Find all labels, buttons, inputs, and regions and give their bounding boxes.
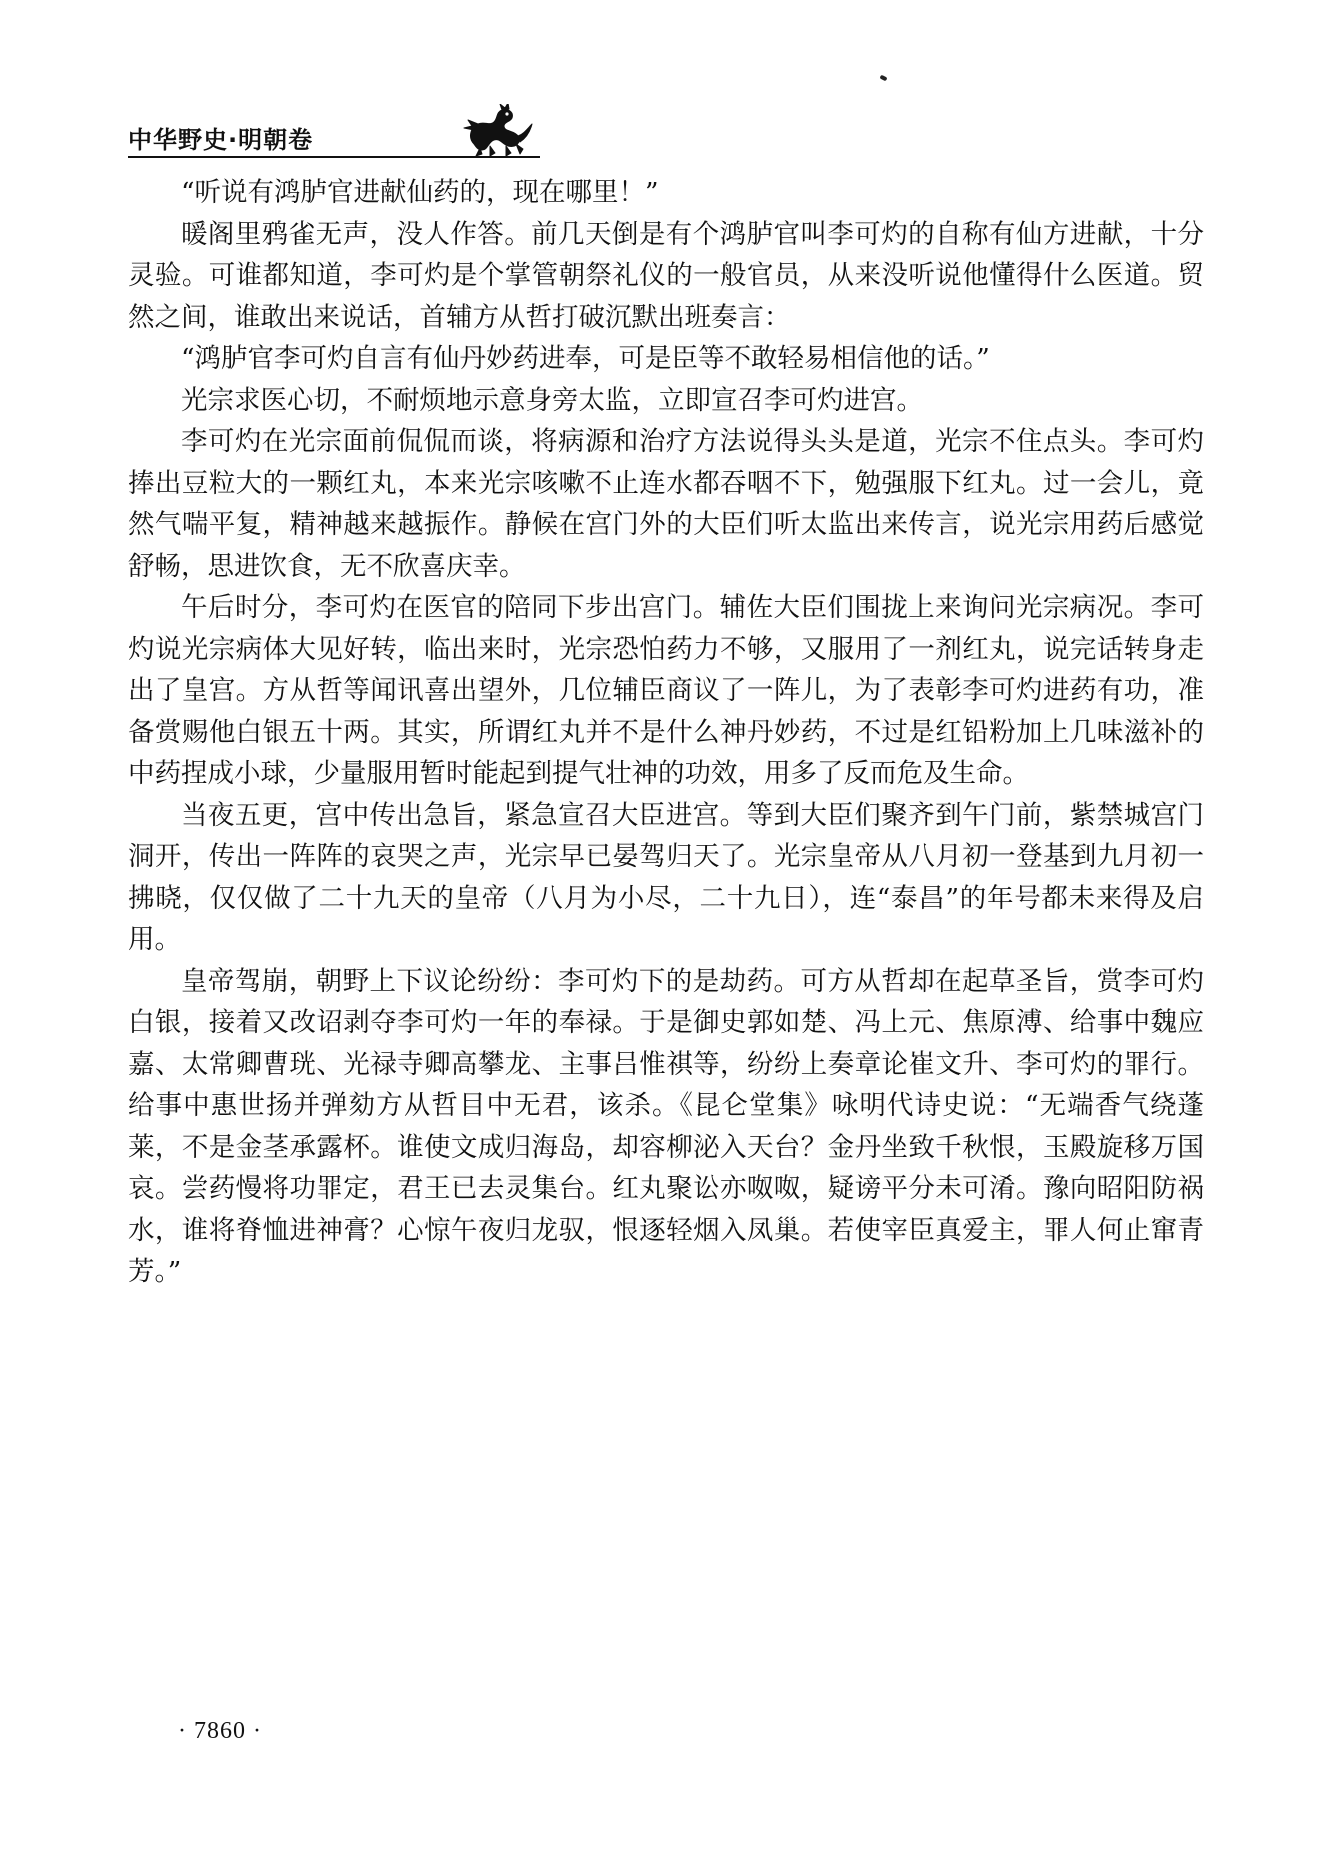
paragraph: 午后时分，李可灼在医官的陪同下步出宫门。辅佐大臣们围拢上来询问光宗病况。李可灼说光宗病体大见好转，临出来时，光宗恐怕药力不够，又服用了一剂红丸，说完话转身走出了皇宫。方从哲等闻讯喜出望外，几位辅臣商议了一阵儿，为了表彰李可灼进药有功，准备赏赐他白银五十两。其实，所谓红丸并不是什么神丹妙药，不过是红铅粉加上几味滋补的中药捏成小球，少量服用暂时能起到提气壮神的功效，用多了反而危及生命。: [128, 592, 1204, 789]
book-title: 中华野史·明朝卷: [128, 126, 314, 154]
paragraph: “鸿胪官李可灼自言有仙丹妙药进奉，可是臣等不敢轻易相信他的话。”: [181, 343, 990, 374]
paragraph: 暖阁里鸦雀无声，没人作答。前几天倒是有个鸿胪官叫李可灼的自称有仙方进献，十分灵验。可谁都知道，李可灼是个掌管朝祭礼仪的一般官员，从来没听说他懂得什么医道。贸然之间，谁敢出来说话，首辅方从哲打破沉默出班奏言：: [128, 218, 1204, 333]
header-rule: [128, 156, 540, 158]
body-text: [128, 172, 1204, 1293]
scan-speck: [879, 75, 887, 82]
running-header: [128, 112, 540, 160]
paragraph: 光宗求医心切，不耐烦地示意身旁太监，立即宣召李可灼进宫。: [181, 384, 923, 416]
dragon-emblem-icon: [460, 104, 534, 156]
paragraph: 当夜五更，宫中传出急旨，紧急宣召大臣进宫。等到大臣们聚齐到午门前，紫禁城宫门洞开，传出一阵阵的哀哭之声，光宗早已晏驾归天了。光宗皇帝从八月初一登基到九月初一拂晓，仅仅做了二十九天的皇帝（八月为小尽，二十九日），连“泰昌”的年号都未来得及启用。: [128, 799, 1204, 955]
paragraph: 李可灼在光宗面前侃侃而谈，将病源和治疗方法说得头头是道，光宗不住点头。李可灼捧出豆粒大的一颗红丸，本来光宗咳嗽不止连水都吞咽不下，勉强服下红丸。过一会儿，竟然气喘平复，精神越来越振作。静候在宫门外的大臣们听太监出来传言，说光宗用药后感觉舒畅，思进饮食，无不欣喜庆幸。: [128, 426, 1204, 582]
paragraph: 皇帝驾崩，朝野上下议论纷纷：李可灼下的是劫药。可方从哲却在起草圣旨，赏李可灼白银，接着又改诏剥夺李可灼一年的奉禄。于是御史郭如楚、冯上元、焦原溥、给事中魏应嘉、太常卿曹珖、光禄寺卿高攀龙、主事吕惟祺等，纷纷上奏章论崔文升、李可灼的罪行。给事中惠世扬并弹劾方从哲目中无君，该杀。《昆仑堂集》咏明代诗史说：“无端香气绕蓬莱，不是金茎承露杯。谁使文成归海岛，却容柳泌入天台？金丹坐致千秋恨，玉殿旋移万国哀。尝药慢将功罪定，君王已去灵集台。红丸聚讼亦呶呶，疑谤平分未可淆。豫向昭阳防祸水，谁将脊恤进神膏？心惊午夜归龙驭，恨逐轻烟入凤巢。若使宰臣真爱主，罪人何止窜青芳。”: [128, 965, 1204, 1287]
paragraph: “听说有鸿胪官进献仙药的，现在哪里！”: [181, 177, 659, 208]
page-number: · 7860 ·: [178, 1718, 262, 1744]
